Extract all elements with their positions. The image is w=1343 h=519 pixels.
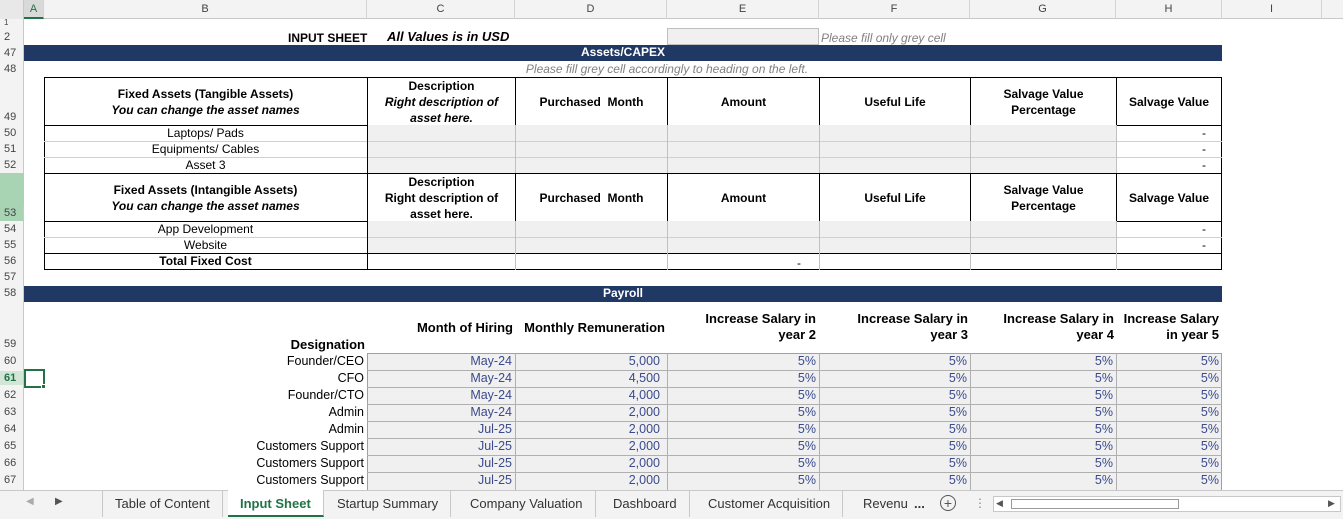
inc-y4-header: Increase Salary in year 4 xyxy=(1003,311,1114,342)
grid-vline xyxy=(819,221,820,270)
column-header-c[interactable]: C xyxy=(367,0,515,19)
fill-handle[interactable] xyxy=(41,384,46,389)
table-row-label[interactable]: Laptops/ Pads xyxy=(167,126,244,140)
payroll-month[interactable]: Jul-25 xyxy=(477,473,512,487)
row-header[interactable]: 67 xyxy=(0,473,24,487)
payroll-inc-y4[interactable]: 5% xyxy=(1094,422,1113,436)
payroll-inc-y5[interactable]: 5% xyxy=(1200,422,1219,436)
intangible-amount-header: Amount xyxy=(667,173,820,222)
row-header[interactable]: 57 xyxy=(0,270,24,284)
grid-vline xyxy=(515,221,516,270)
payroll-designation[interactable]: Admin xyxy=(328,405,364,419)
inc-y2-header: Increase Salary in year 2 xyxy=(705,311,816,342)
inc-y5-header: Increase Salary in year 5 xyxy=(1123,311,1219,342)
grid-line xyxy=(367,237,1222,238)
column-header-g[interactable]: G xyxy=(970,0,1116,19)
payroll-inc-y4[interactable]: 5% xyxy=(1094,371,1113,385)
payroll-inc-y4[interactable]: 5% xyxy=(1094,388,1113,402)
grid-line xyxy=(44,141,367,142)
intangible-desc-header xyxy=(367,173,516,222)
desc-sublabel: Right description of asset here. xyxy=(384,94,499,125)
salvage-value-cell: - xyxy=(1202,238,1206,252)
payroll-inc-y5[interactable]: 5% xyxy=(1200,439,1219,453)
row-header[interactable]: 56 xyxy=(0,254,24,268)
fill-note: Please fill only grey cell xyxy=(821,31,946,45)
intangible-salvage-value-header: Salvage Value xyxy=(1116,173,1222,222)
payroll-remuneration[interactable]: 4,000 xyxy=(628,388,660,402)
payroll-month[interactable]: Jul-25 xyxy=(477,422,512,436)
tab-startup-summary[interactable]: Startup Summary xyxy=(325,490,451,517)
payroll-inc-y2[interactable]: 5% xyxy=(797,456,816,470)
tab-input-sheet[interactable]: Input Sheet xyxy=(228,490,324,517)
payroll-inc-y5[interactable]: 5% xyxy=(1200,354,1219,368)
column-header-i[interactable]: I xyxy=(1222,0,1322,19)
tangible-useful-life-header: Useful Life xyxy=(819,77,971,126)
tangible-subtitle: You can change the asset names xyxy=(111,102,300,117)
row-header[interactable]: 59 xyxy=(0,337,24,351)
payroll-inc-y3[interactable]: 5% xyxy=(948,405,967,419)
tab-revenue[interactable]: Revenu xyxy=(863,496,908,511)
row-header[interactable]: 54 xyxy=(0,222,24,236)
row-header[interactable]: 64 xyxy=(0,422,24,436)
tab-scroll-left-icon[interactable]: ◀ xyxy=(26,496,34,507)
designation-header: Designation xyxy=(290,337,365,352)
tab-company-valuation[interactable]: Company Valuation xyxy=(458,490,596,517)
salvage-value-cell: - xyxy=(1202,126,1206,140)
scrollbar-thumb[interactable] xyxy=(1011,499,1179,509)
plus-circle-icon[interactable]: + xyxy=(940,495,956,511)
payroll-inc-y5[interactable]: 5% xyxy=(1200,473,1219,487)
monthly-rem-header: Monthly Remuneration xyxy=(524,320,665,335)
payroll-inc-y2[interactable]: 5% xyxy=(797,473,816,487)
payroll-month[interactable]: May-24 xyxy=(470,354,512,368)
row-header[interactable]: 51 xyxy=(0,142,24,156)
payroll-remuneration[interactable]: 2,000 xyxy=(628,473,660,487)
payroll-inc-y2[interactable]: 5% xyxy=(797,354,816,368)
row-header[interactable]: 55 xyxy=(0,238,24,252)
row-header[interactable]: 2 xyxy=(0,30,24,44)
payroll-inc-y4[interactable]: 5% xyxy=(1094,354,1113,368)
tangible-grey-block[interactable] xyxy=(367,125,1116,174)
table-row-label[interactable]: Equipments/ Cables xyxy=(151,142,260,156)
payroll-month[interactable]: Jul-25 xyxy=(477,456,512,470)
payroll-designation[interactable]: CFO xyxy=(337,371,364,385)
row-header[interactable]: 63 xyxy=(0,405,24,419)
column-header-d[interactable]: D xyxy=(515,0,667,19)
payroll-inc-y3[interactable]: 5% xyxy=(948,371,967,385)
payroll-inc-y4[interactable]: 5% xyxy=(1094,456,1113,470)
payroll-inc-y4[interactable]: 5% xyxy=(1094,473,1113,487)
grid-vline xyxy=(367,125,368,174)
grid-vline xyxy=(367,221,368,270)
payroll-inc-y2[interactable]: 5% xyxy=(797,422,816,436)
sheet-title: INPUT SHEET xyxy=(288,31,368,45)
payroll-remuneration[interactable]: 2,000 xyxy=(628,439,660,453)
tab-dashboard[interactable]: Dashboard xyxy=(601,490,690,517)
payroll-month[interactable]: Jul-25 xyxy=(477,439,512,453)
row-header[interactable]: 50 xyxy=(0,126,24,140)
column-header-h[interactable]: H xyxy=(1116,0,1222,19)
column-header-b[interactable]: B xyxy=(44,0,367,19)
grid-line xyxy=(367,141,1222,142)
grid-vline xyxy=(970,221,971,270)
row-header[interactable]: 1 xyxy=(0,19,24,27)
payroll-designation[interactable]: Admin xyxy=(328,422,364,436)
assets-instruction: Please fill grey cell accordingly to heading on the left. xyxy=(525,62,809,76)
row-header[interactable]: 60 xyxy=(0,354,24,368)
payroll-inc-y2[interactable]: 5% xyxy=(797,371,816,385)
intangible-title: Fixed Assets (Intangible Assets) xyxy=(113,182,298,197)
column-header-a[interactable]: A xyxy=(24,0,44,19)
row-header[interactable]: 49 xyxy=(0,110,24,124)
row-header[interactable]: 62 xyxy=(0,388,24,402)
payroll-inc-y4[interactable]: 5% xyxy=(1094,439,1113,453)
table-row-label[interactable]: Asset 3 xyxy=(185,158,226,172)
tangible-desc-header xyxy=(367,77,516,126)
payroll-month[interactable]: May-24 xyxy=(470,371,512,385)
tangible-amount-header: Amount xyxy=(667,77,820,126)
tab-customer-acquisition[interactable]: Customer Acquisition xyxy=(696,490,843,517)
grid-vline xyxy=(970,125,971,174)
payroll-designation[interactable]: Customers Support xyxy=(256,473,364,487)
desc-sublabel: Right description of asset here. xyxy=(384,190,499,221)
example-grey-cell[interactable] xyxy=(667,28,819,45)
payroll-inc-y5[interactable]: 5% xyxy=(1200,388,1219,402)
month-hiring-header: Month of Hiring xyxy=(416,320,513,335)
payroll-inc-y5[interactable]: 5% xyxy=(1200,456,1219,470)
total-fixed-cost-amount: - xyxy=(797,256,801,270)
scroll-right-icon[interactable]: ▶ xyxy=(1328,498,1335,508)
currency-note: All Values is in USD xyxy=(387,29,510,44)
payroll-inc-y2[interactable]: 5% xyxy=(797,439,816,453)
salvage-value-cell: - xyxy=(1202,142,1206,156)
grid-vline xyxy=(515,125,516,174)
payroll-designation[interactable]: Customers Support xyxy=(256,439,364,453)
desc-label: Description xyxy=(408,78,475,93)
row-header-selected[interactable]: 61 xyxy=(0,371,24,385)
payroll-inc-y3[interactable]: 5% xyxy=(948,422,967,436)
payroll-designation[interactable]: Founder/CTO xyxy=(287,388,364,402)
intangible-purchased-header: Purchased Month xyxy=(515,173,668,222)
tangible-header-text xyxy=(44,77,367,126)
salvage-value-cell: - xyxy=(1202,222,1206,236)
inc-y3-header: Increase Salary in year 3 xyxy=(857,311,968,342)
row-header[interactable]: 66 xyxy=(0,456,24,470)
row-header[interactable]: 58 xyxy=(0,286,24,300)
payroll-remuneration[interactable]: 2,000 xyxy=(628,456,660,470)
row-header[interactable]: 53 xyxy=(0,206,24,220)
payroll-inc-y3[interactable]: 5% xyxy=(948,388,967,402)
intangible-salvage-pct-header: Salvage Value Percentage xyxy=(970,173,1117,222)
row-header[interactable]: 48 xyxy=(0,62,24,76)
row-header[interactable]: 65 xyxy=(0,439,24,453)
payroll-remuneration[interactable]: 5,000 xyxy=(628,354,660,368)
payroll-designation[interactable]: Customers Support xyxy=(256,456,364,470)
tangible-salvage-value-header: Salvage Value xyxy=(1116,77,1222,126)
row-header[interactable]: 47 xyxy=(0,46,24,60)
desc-label: Description xyxy=(408,174,475,189)
payroll-inc-y3[interactable]: 5% xyxy=(948,354,967,368)
tangible-purchased-header: Purchased Month xyxy=(515,77,668,126)
tangible-salvage-pct-header: Salvage Value Percentage xyxy=(970,77,1117,126)
intangible-header-text xyxy=(44,173,367,222)
payroll-remuneration[interactable]: 2,000 xyxy=(628,405,660,419)
tab-splitter-icon[interactable]: ⋮ xyxy=(974,496,986,510)
payroll-month[interactable]: May-24 xyxy=(470,405,512,419)
grid-line xyxy=(44,237,367,238)
payroll-inc-y2[interactable]: 5% xyxy=(797,405,816,419)
payroll-inc-y2[interactable]: 5% xyxy=(797,388,816,402)
payroll-remuneration[interactable]: 2,000 xyxy=(628,422,660,436)
payroll-band: Payroll xyxy=(24,286,1222,302)
payroll-inc-y3[interactable]: 5% xyxy=(948,473,967,487)
column-header-e[interactable]: E xyxy=(667,0,819,19)
scroll-left-icon[interactable]: ◀ xyxy=(996,498,1003,508)
row-header[interactable]: 52 xyxy=(0,158,24,172)
assets-band: Assets/CAPEX xyxy=(24,45,1222,61)
tab-table-of-content[interactable]: Table of Content xyxy=(102,490,223,517)
intangible-useful-life-header: Useful Life xyxy=(819,173,971,222)
total-fixed-cost-label: Total Fixed Cost xyxy=(159,254,252,268)
payroll-inc-y3[interactable]: 5% xyxy=(948,456,967,470)
grid-line xyxy=(367,157,1222,158)
payroll-designation[interactable]: Founder/CEO xyxy=(286,354,364,368)
tab-scroll-right-icon[interactable]: ▶ xyxy=(55,496,63,507)
grid-vline xyxy=(819,125,820,174)
payroll-inc-y4[interactable]: 5% xyxy=(1094,405,1113,419)
payroll-month[interactable]: May-24 xyxy=(470,388,512,402)
salvage-value-cell: - xyxy=(1202,158,1206,172)
table-row-label[interactable]: App Development xyxy=(157,222,254,236)
tab-more-indicator[interactable]: ... xyxy=(914,496,925,511)
payroll-inc-y5[interactable]: 5% xyxy=(1200,405,1219,419)
column-header-f[interactable]: F xyxy=(819,0,970,19)
tangible-title: Fixed Assets (Tangible Assets) xyxy=(117,86,294,101)
select-all-corner[interactable] xyxy=(0,0,24,19)
intangible-subtitle: You can change the asset names xyxy=(111,198,300,213)
payroll-inc-y5[interactable]: 5% xyxy=(1200,371,1219,385)
table-row-label[interactable]: Website xyxy=(183,238,228,252)
grid-vline xyxy=(667,125,668,174)
grid-line xyxy=(44,157,367,158)
grid-line xyxy=(44,253,1222,254)
payroll-remuneration[interactable]: 4,500 xyxy=(628,371,660,385)
payroll-inc-y3[interactable]: 5% xyxy=(948,439,967,453)
